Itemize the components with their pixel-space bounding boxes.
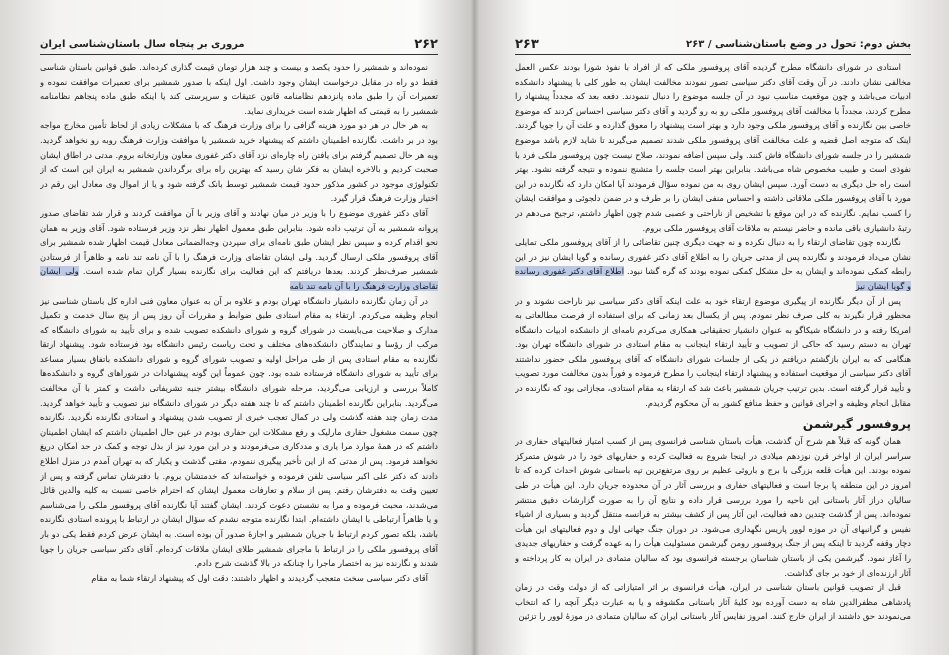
- right-page-body: [515, 60, 911, 627]
- paragraph: آقای دکتر سیاسی سخت متعجب گردیدند و اظهار داشتند: دقت اول که پیشنهاد ارتقاء شما به مقام: [91, 572, 428, 583]
- left-page: [0, 0, 474, 655]
- paragraph: استادی در شورای دانشگاه مطرح گردیده آقای پروفسور ملکی که از افراد با نفوذ شورا بودند عکس العمل مخالفی نشان دادند. در آن وقت آقای دکتر سیاسی تصور نمودند مخالفت ایشان به طور کلی با پیشنهاد دانشکده ادبیات می‌باشد و چون موقعیت مناسب نبود در آن جلسه موضوع را دنبال ننمودند. دفعه بعد که مجدداً پیشنهاد را مطرح کردند، مجدداً با مخالفت آقای پروفسور ملکی رو به رو گردید و آقای دکتر سیاسی احساس کردند که موضوع خاصی بین نگارنده و آقای پروفسور ملکی وجود دارد و بهتر است پیشنهاد را معوق گذارده و علت آن را جویا گردند. اینک که متوجه اصل قضیه و علت مخالفت آقای پروفسور ملکی شدند تصمیم می‌گیرند تا شاید لازم باشد موضوع شمشیر را در جلسه شورای دانشگاه فاش کنند. ولی سپس اضافه نمودند، صلاح نیست چون پروفسور ملکی فرد با نفوذی است و طبیب مخصوص شاه می‌باشد. بنابراین بهتر است جلسه را متشنج ننموده و نتیجه گرفته نشود. بهتر است راه حل دیگری به دست آورد. سپس ایشان روی به من نموده سؤال فرمودند آیا امکان دارد که نگارنده در این مورد با آقای پروفسور ملکی ملاقاتی داشته و احساس منفی ایشان را بر طرف و در ضمن دلجوئی و موافقت ایشان را کسب نمایم. نگارنده که در این موقع با تشخیص از ناراحتی و عصبی شدم چون اظهار داشتم، ترجیح می‌دهم در رتبهٔ دانشیاری باقی مانده و حاضر نیستم به ملاقات آقای پروفسور ملکی بروم.: [515, 62, 911, 233]
- text-selection-highlight[interactable]: ولی ایشان تقاضای وزارت فرهنگ را با آن نامه تند نامه: [40, 266, 438, 291]
- text-selection-highlight[interactable]: اطلاع آقای دکتر غفوری رسانده و گویا ایشان نیز: [515, 266, 911, 291]
- paragraph: قبل از تصویب قوانین باستان شناسی در ایران، هیأت فرانسوی بر اثر امتیازاتی که از دولت وقت در زمان پادشاهی مظفرالدین شاه به دست آورده بود کلیهٔ آثار باستانی مکشوفه و یا به عبارت دیگر آنچه را که انتخاب می‌نمودند حق داشتند از ایران خارج کنند. امروز نفایس آثار باستانی ایران که سالیان متمادی در موزهٔ لوور را تزئین: [515, 582, 911, 622]
- right-page-header: [515, 36, 911, 52]
- paragraph-with-selection: [515, 235, 911, 293]
- paragraph-with-selection: [40, 206, 438, 294]
- paragraph: آقای دکتر غفوری موضوع را با وزیر در میان نهادند و آقای وزیر با آن موافقت کردند و قرار شد تقاضای صدور پروانه شمشیر به آن ترتیب داده شود. بنابراین طبق معمول اظهار نظر نزد وزیر فرستاده شود. آقای وزیر به همان نحو اقدام کرده و سپس نظر ایشان طبق نامه‌ای برای سپردن وجه‌الضمانی معادل قیمت اظهار شده شمشیر برای آقای پروفسور ملکی ارسال گردید. ولی ایشان تقاضای وزارت فرهنگ را با آن نامه تند نامه و ظاهراً از فرستادن شمشیر صرف‌نظر کردند. بعدها دریافتم که این فعالیت برای نگارنده بسیار گران تمام شده است.: [40, 207, 438, 277]
- left-page-number: ۲۶۲: [414, 36, 438, 52]
- left-page-running-title: مروری بر پنجاه سال باستان‌شناسی ایران: [40, 38, 245, 50]
- section-heading: پروفسور گیرشمن: [802, 417, 911, 432]
- left-header-rule: [40, 54, 438, 55]
- right-page: [475, 0, 949, 655]
- paragraph: در آن زمان نگارنده دانشیار دانشگاه تهران بودم و علاوه بر آن به عنوان معاون فنی اداره کل باستان شناسی نیز انجام وظیفه می‌کردم. ارتقاء به مقام استادی طبق ضوابط و مقررات آن روز پس از پنج سال خدمت و تکمیل مدارک و صلاحیت می‌بایست در شورای گروه و شورای دانشکده تصویب شده و برای تأیید به شورای دانشگاه که مرکب از رؤسا و نمایندگان دانشکده‌های مختلف و تحت ریاست رئیس دانشگاه بود فرستاده شود. پیشنهاد ارتقا نگارنده به مقام استادی پس از طی مراحل اولیه و تصویب شورای گروه و شورای دانشکده باتفاق بسیار مساعد برای تأیید به شورای دانشگاه فرستاده شده بود. چون عموماً این گونه پیشنهادات در شوراهای گروه و دانشکده‌ها کاملاً بررسی و ارزیابی می‌گردید، مرحله شورای دانشگاه بیشتر جنبه تشریفاتی داشت و کمتر با آن مخالفت می‌گردید. بنابراین نگارنده اطمینان داشتم که تا چند هفته دیگر در شورای دانشگاه نیز تصویب و تأیید خواهد گردید. مدت زمان چند هفته گذشت ولی در کمال تعجب خبری از تصویب شدن پیشنهاد و استادی نگارنده نگردید. نگارنده چون سمت مشغول حقاری مارلیک و رفع مشکلات این حفاری بودم در عین حال اطمینان داشتم که ایشان اطمینان داشتم که در همهٔ موارد مرا یاری و مددکاری می‌فرمودند و در این مورد نیز از بذل توجه و کمک در حد امکان دریغ نخواهند فرمود. پس از مدتی که از این تأخیر پیگیری ننمودم، مقتی گذشت و یکبار که به تهران آمدم در منزل اطلاع دادند که دکتر علی اکبر سیاسی تلفن فرموده و خواسته‌اند که خدمتشان بروم. با دفترشان تماس گرفته و پس از تعیین وقت به دفترشان رفتم. پس از سلام و تعارفات معمول ایشان که احترام خاصی نسبت به کلیه والدین قائل می‌شدند، محبت فرموده و مرا به نشستن دعوت کردند. ایشان گفتند آیا نگارنده آقای پروفسور ملکی را می‌شناسم و یا ظاهراً ارتباطی با ایشان داشته‌ام. ابتدا نگارنده متوجه نشدم که سؤال ایشان در ارتباط با پرونده استادی نگارنده باشد، بلکه تصور کردم ارتباط با جریان شمشیر و اجازهٔ صدور آن بوده است. به ایشان عرض کردم فقط یکی دو بار آقای پروفسور ملکی را در ارتباط با ماجرای شمشیر طلای ایشان ملاقات کرده‌ام. آقای دکتر سیاسی جریان را جویا شدند و نگارنده نیز به اختصار ماجرا را چنانکه در بالا گذشت شرح دادم.: [40, 295, 438, 569]
- paragraph: نگارنده چون تقاضای ارتقاء را به دنبال نکرده و نه جهت دیگری چنین تقاضائی را از آقای پروفسور ملکی تمایلی نشان می‌داد فرمودند و نگارنده پس از مدتی جریان را به اطلاع آقای دکتر غفوری رسانده و گویا ایشان نیز در این رابطه کمکی نموده‌اند و ایشان به حل مشکل کمکی نموده بودند که گره گشا نبود.: [515, 237, 911, 277]
- paragraph: همان گونه که قبلاً هم شرح آن گذشت، هیأت باستان شناسی فرانسوی پس از کسب امتیاز فعالیتهای حفاری در سراسر ایران از اواخر قرن نوزدهم میلادی در اینجا شروع به فعالیت کرده و حفاریهای خود را در شوش متمرکز نموده بودند. این هیأت قلعه بزرگی با برج و باروئی عظیم بر روی مرتفع‌ترین تپه باستانی شوش احداث کرده که تا امروز در این منطقه پا برجا است و فعالیتهای حفاری و بررسی آثار در آن محدوده جریان دارد. این هیأت در طی سالیان دراز آثار باستانی این ناحیه را مورد بررسی قرار داده و نتایج آن را به صورت گزارشات دقیق منتشر نموده‌اند. پس از گذشت چندین دهه فعالیت، این آثار پس از کشف بیشتر به فرانسه منتقل گردید و بسیاری از اشیاء نفیس و گرانبهای آن در موزه لوور پاریس نگهداری می‌شود. در دوران جنگ جهانی اول و دوم فعالیتهای این هیأت دچار وقفه گردید تا اینکه پس از جنگ پروفسور رومن گیرشمن مسئولیت هیأت را به عهده گرفت و حفاریهای جدیدی را آغاز نمود. گیرشمن یکی از باستان شناسان برجسته فرانسوی بود که سالیان متمادی در ایران به کار پرداخته و آثار ارزنده‌ای از خود بر جای گذاشت.: [515, 436, 911, 578]
- right-header-rule: [515, 54, 911, 55]
- paragraph: پس از آن دیگر نگارنده از پیگیری موضوع ارتقاء خود به علت اینکه آقای دکتر سیاسی نیز ناراحت نشوند و در محظور قرار نگیرند به کلی صرف نظر نمودم. پس از یکسال بعد زمانی که برای استفاده از فرصت مطالعاتی به امریکا رفته و در دانشگاه شیکاگو به عنوان دانشیار تحقیقاتی همکاری می‌کردم نامه‌ای از دانشکده ادبیات دانشگاه تهران به دستم رسید که حاکی از تصویب و تأیید ارتقاء اینجانب به مقام استادی در شورای دانشگاه تهران بود. هنگامی که به ایران بازگشتم دریافتم در یکی از جلسات شورای دانشگاه که آقای پروفسور ملکی حضور نداشتند آقای دکتر سیاسی از موقعیت استفاده و پیشنهاد ارتقاء اینجانب را مطرح فرموده و فوراً بدون مخالفت مورد تصویب و تأیید قرار گرفته است. بدین ترتیب جریان شمشیر باعث شد که ارتقاء به مقام استادی، مجازاتی بود که نگارنده در مقابل انجام وظیفه و اجرای قوانین و حفظ منافع کشور به آن محکوم گردیدم.: [515, 295, 911, 408]
- paragraph: نموده‌اند و شمشیر را حدود یکصد و بیست و چند هزار تومان قیمت گذاری کرده‌اند. طبق قوانین باستان شناسی فقط دو راه در مقابل درخواست ایشان وجود داشت. اول اینکه با صدور شمشیر برای تعمیرات موافقت نموده و تعمیرات آن را طبق ماده پانزدهم نظامنامه قانون عتیقات و سرپرستی کند یا اینکه طبق ماده پنجاهم نظامنامه شمشیر را به قیمتی که اظهار شده است خریداری نماید.: [40, 62, 438, 116]
- right-page-number: ۲۶۳: [515, 36, 539, 52]
- left-page-header: [40, 36, 438, 52]
- left-page-body: [40, 60, 438, 627]
- paragraph: به هر حال در هر دو مورد هزینه گزافی را برای وزارت فرهنگ که با مشکلات زیادی از لحاظ تأمین مخارج مواجه بود در بر داشت. نگارنده اطمینان داشتم که پیشنهاد خرید شمشیر یا موافقت وزارت فرهنگ روبه رو نخواهد گردید. وبه هر حال تصمیم گرفتم برای یافتن راه چاره‌ای نزد آقای دکتر غفوری معاون وزارتخانه بروم. مدتی در اطاق ایشان صحبت کردیم و بالاخره ایشان به فکر شان رسید که بهترین راه برای برگرداندن شمشیر به ایران این است که از تکنولوژی موجود در کشور مذکور حدود قیمت شمشیر توسط بانک گرفته شود و یا از اموال وی معادل این رقم در اختیار وزارت فرهنگ قرار گیرد.: [40, 120, 438, 204]
- right-page-running-title: بخش دوم: تحول در وضع باستان‌شناسی / ۲۶۳: [686, 38, 911, 50]
